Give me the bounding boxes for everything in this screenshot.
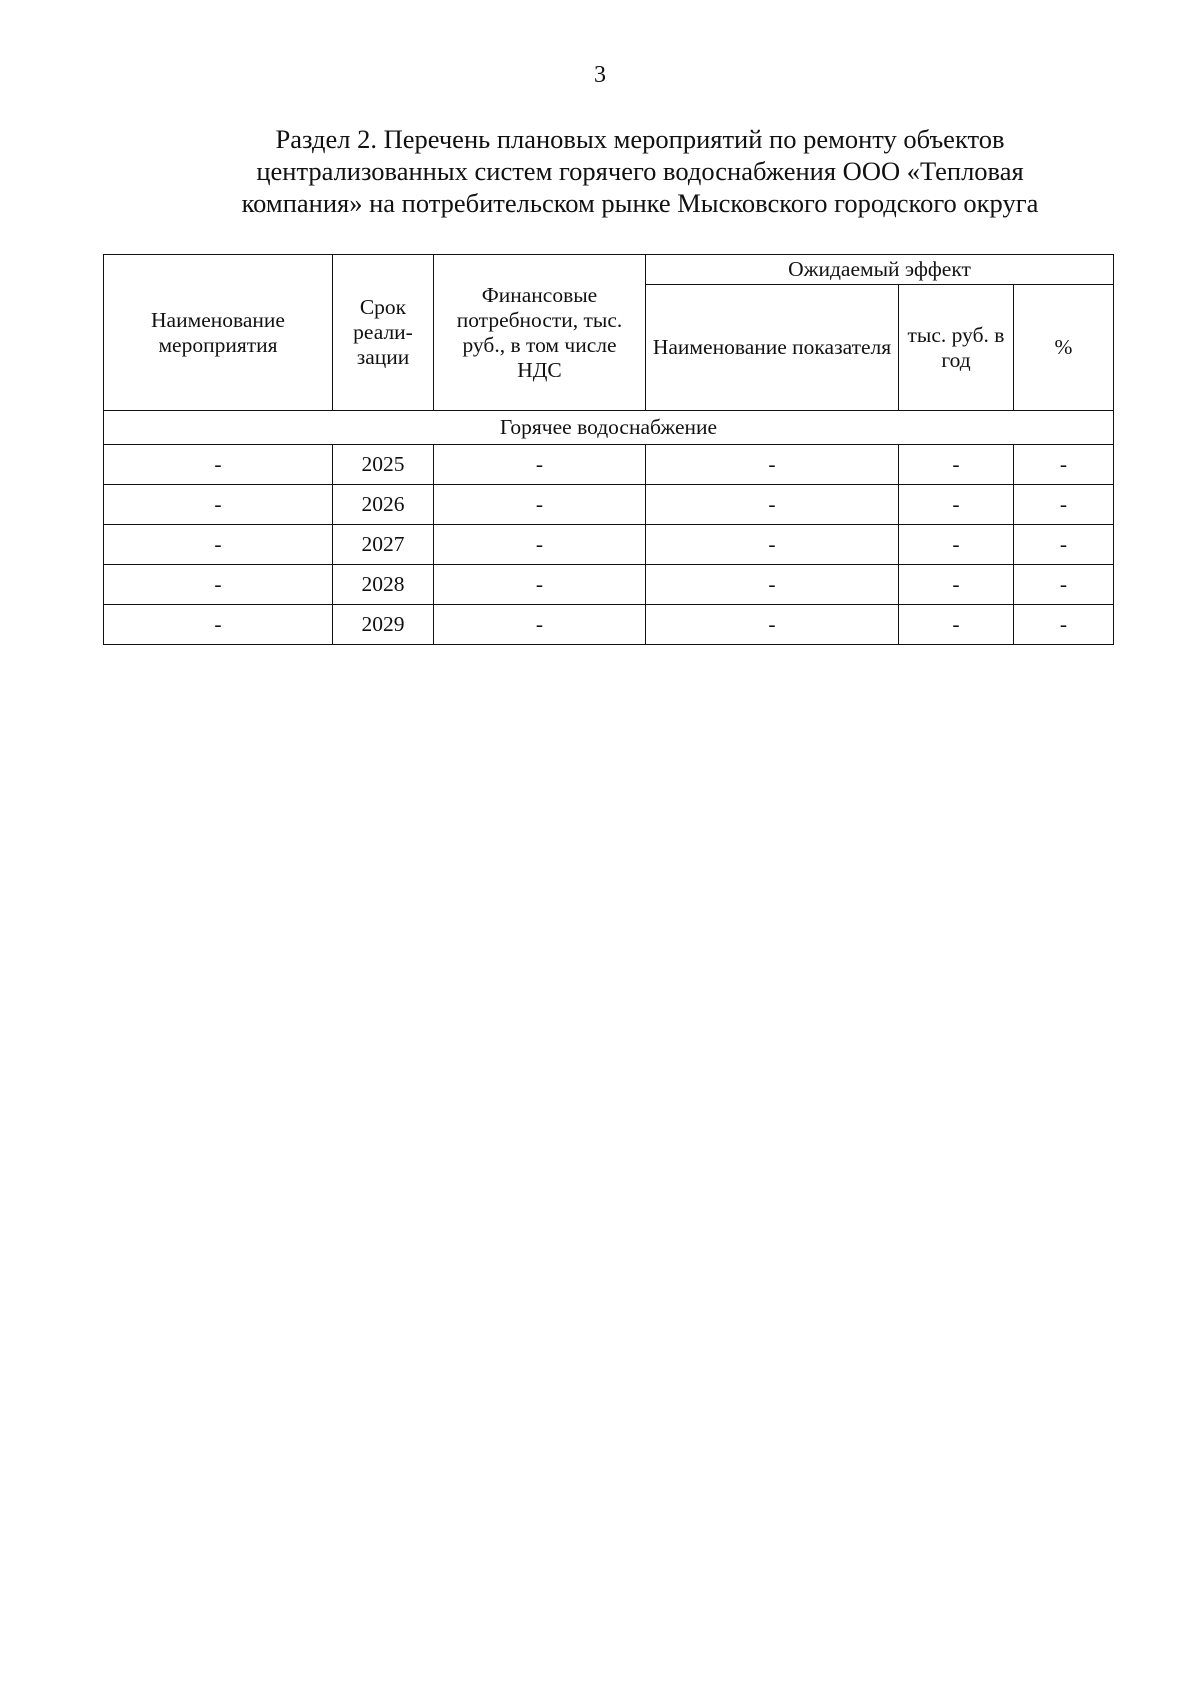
cell-period: 2025: [333, 445, 434, 485]
cell-indicator: -: [646, 605, 899, 645]
table-row: [104, 565, 1114, 605]
cell-indicator: -: [646, 485, 899, 525]
cell-period: 2028: [333, 565, 434, 605]
cell-percent: -: [1014, 445, 1114, 485]
cell-activity: -: [104, 605, 333, 645]
cell-activity: -: [104, 525, 333, 565]
cell-activity: -: [104, 565, 333, 605]
cell-activity: -: [104, 485, 333, 525]
cell-percent: -: [1014, 485, 1114, 525]
cell-thousand-rub: -: [899, 445, 1014, 485]
cell-period: 2026: [333, 485, 434, 525]
cell-financial: -: [434, 565, 646, 605]
header-period: Срок реали-зации: [333, 255, 434, 411]
cell-percent: -: [1014, 525, 1114, 565]
cell-indicator: -: [646, 445, 899, 485]
header-activity-name: Наименование мероприятия: [104, 255, 333, 411]
cell-period: 2027: [333, 525, 434, 565]
cell-financial: -: [434, 605, 646, 645]
cell-thousand-rub: -: [899, 565, 1014, 605]
cell-financial: -: [434, 445, 646, 485]
cell-thousand-rub: -: [899, 605, 1014, 645]
title-line: централизованных систем горячего водоснабжения ООО «Тепловая: [256, 156, 1024, 186]
table-row: [104, 445, 1114, 485]
title-line: Раздел 2. Перечень плановых мероприятий по ремонту объектов: [275, 124, 1005, 154]
header-expected-effect: Ожидаемый эффект: [646, 255, 1114, 285]
table-row: [104, 485, 1114, 525]
page-number: 3: [594, 62, 606, 88]
table-section-title: Горячее водоснабжение: [104, 411, 1114, 445]
table-row: [104, 605, 1114, 645]
cell-activity: -: [104, 445, 333, 485]
header-indicator-name: Наименование показателя: [646, 285, 899, 411]
cell-percent: -: [1014, 565, 1114, 605]
activities-table: [103, 254, 1114, 645]
cell-period: 2029: [333, 605, 434, 645]
cell-thousand-rub: -: [899, 485, 1014, 525]
header-percent: %: [1014, 285, 1114, 411]
cell-indicator: -: [646, 525, 899, 565]
cell-percent: -: [1014, 605, 1114, 645]
cell-indicator: -: [646, 565, 899, 605]
table-row: [104, 525, 1114, 565]
title-line: компания» на потребительском рынке Мысковского городского округа: [241, 188, 1039, 218]
cell-financial: -: [434, 485, 646, 525]
header-thousand-rub-per-year: тыс. руб. в год: [899, 285, 1014, 411]
cell-thousand-rub: -: [899, 525, 1014, 565]
header-financial-needs: Финансовые потребности, тыс. руб., в том числе НДС: [434, 255, 646, 411]
cell-financial: -: [434, 525, 646, 565]
section-title: [180, 123, 1100, 219]
